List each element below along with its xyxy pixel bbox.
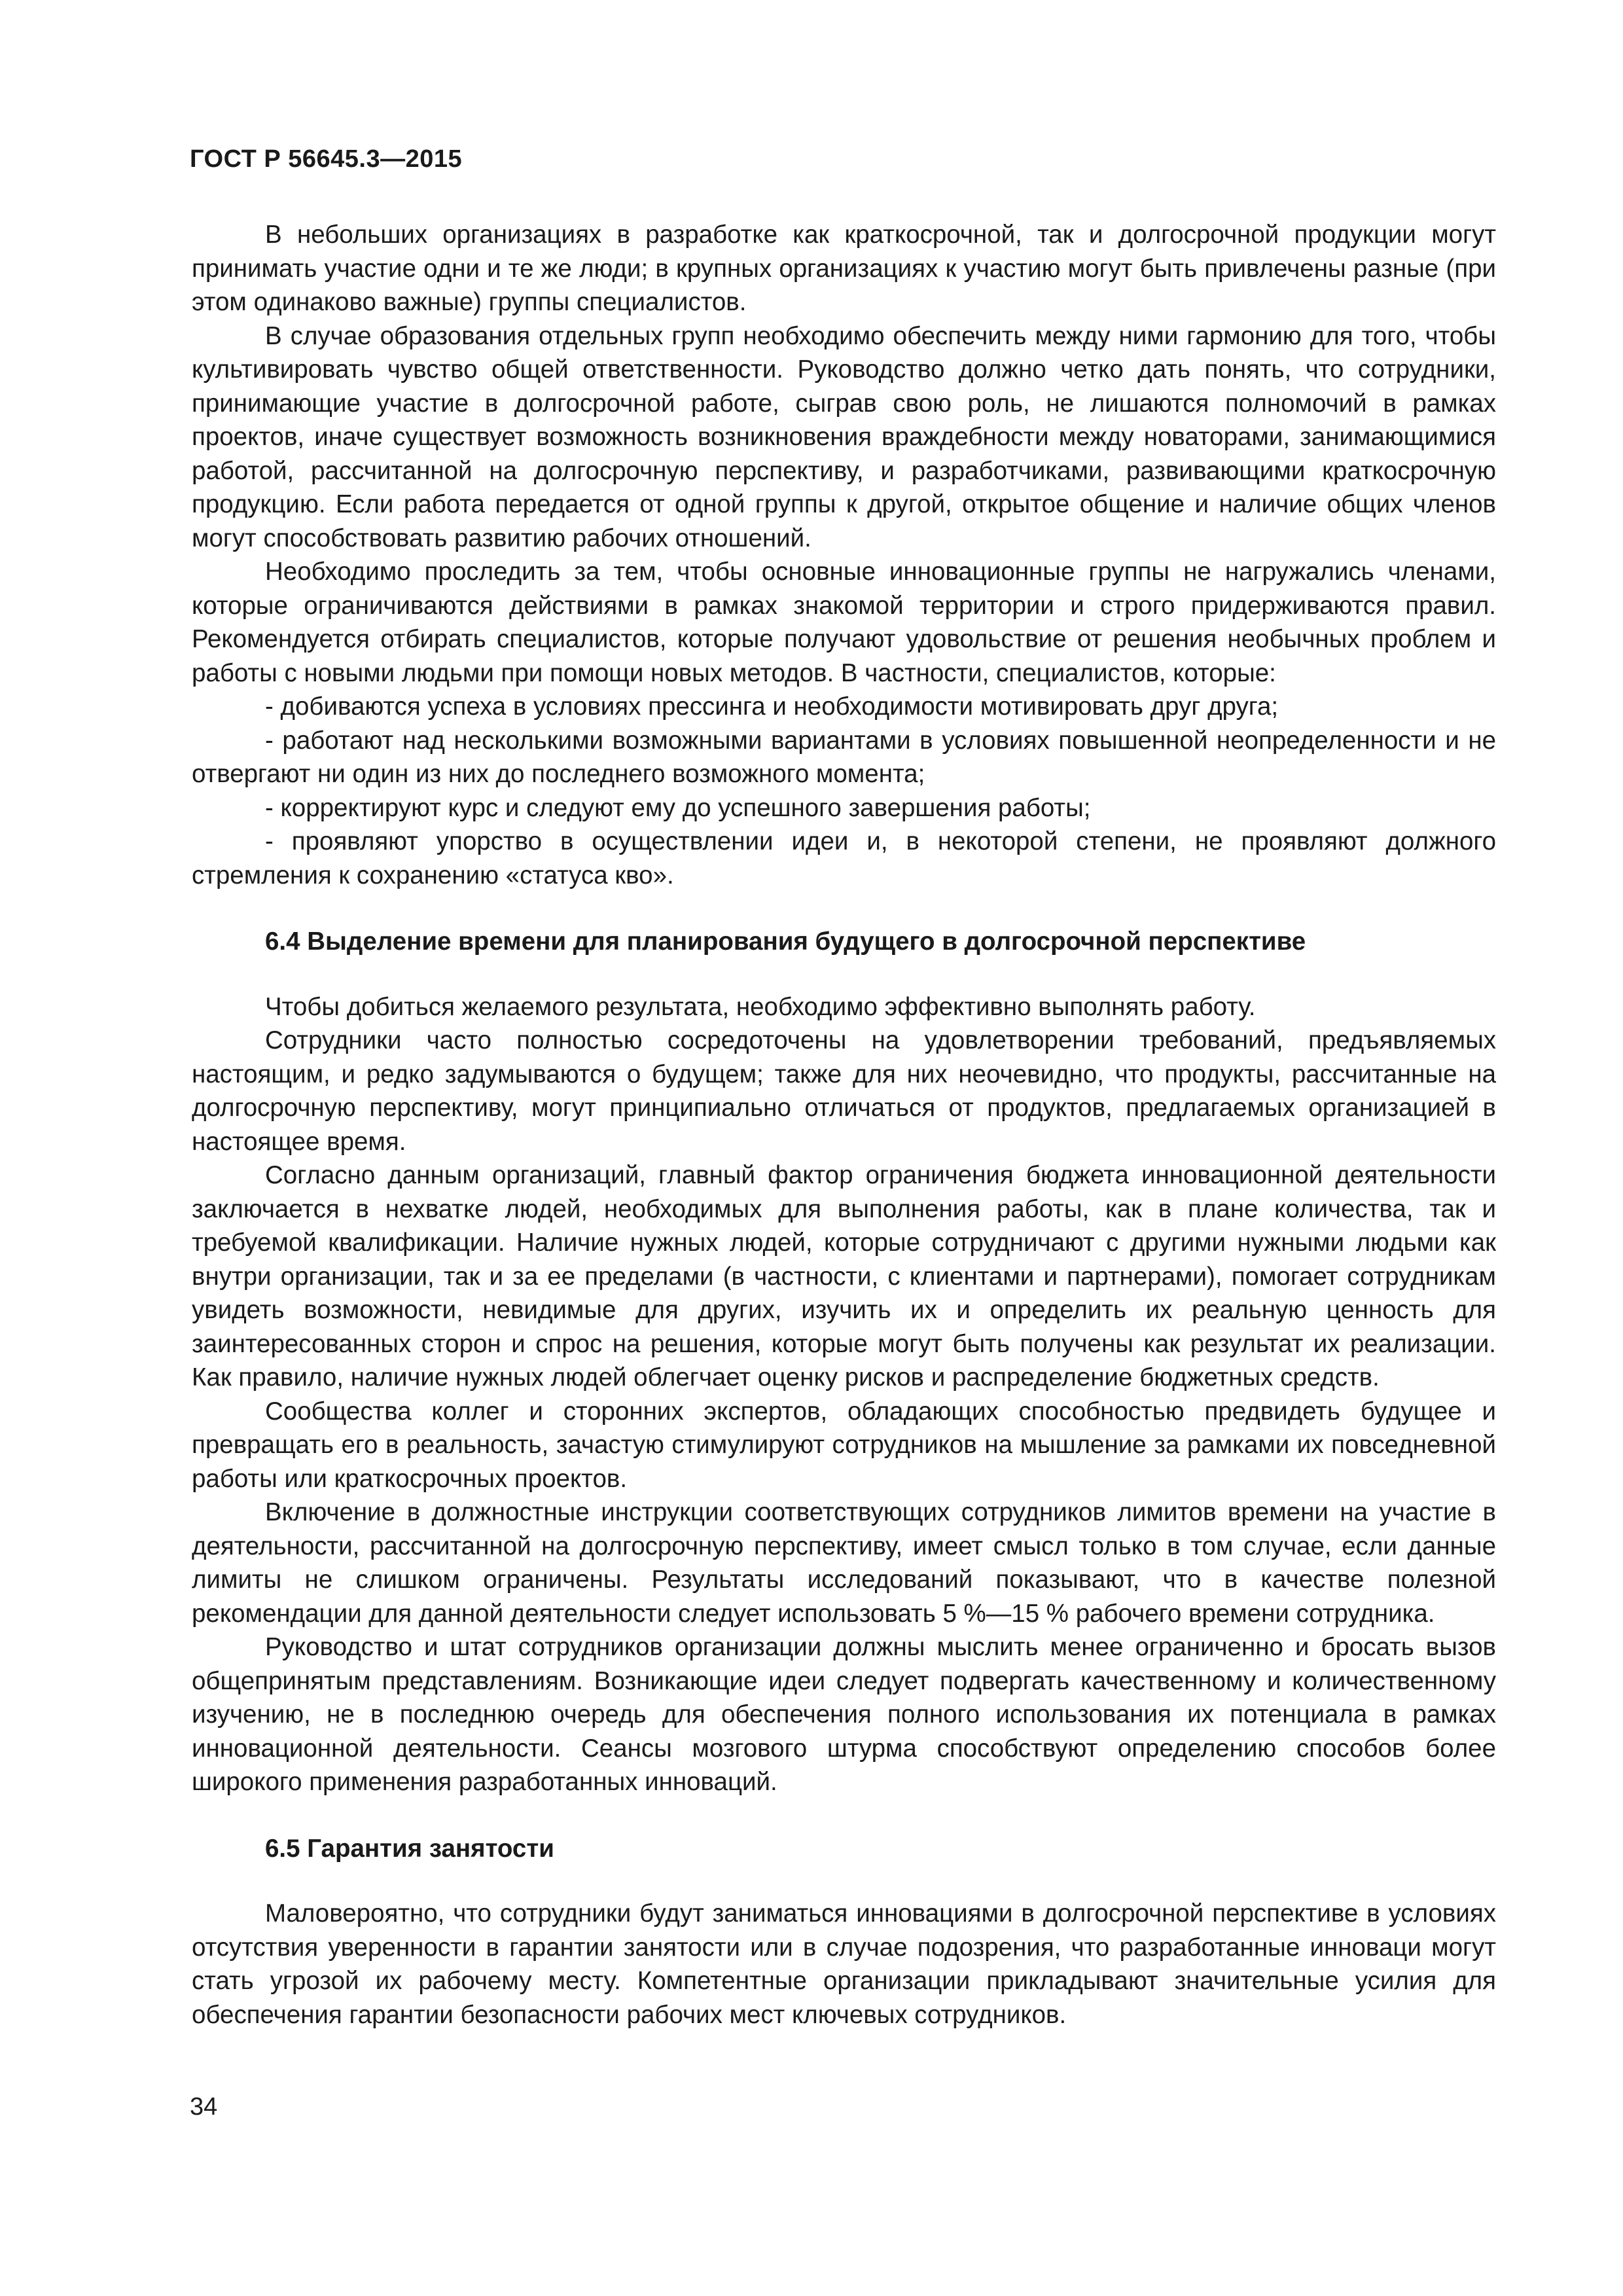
- paragraph: Сообщества коллег и сторонних экспертов, обладающих способностью предвидеть будущее и превращать его в реальность, зачастую стимулируют сотрудников на мышление за рамками их повседневной работы или краткосрочных проектов.: [192, 1397, 1496, 1493]
- page-number: 34: [190, 2093, 218, 2121]
- list-item: - корректируют курс и следуют ему до успешного завершения работы;: [265, 793, 1091, 822]
- paragraph: Необходимо проследить за тем, чтобы основные инновационные группы не нагружались членами, которые ограничиваются действиями в рамках знакомой территории и строго придерживаются правил. Рекомендуется отбирать специалистов, которые получают удовольствие от решения необычных проблем и работы с новыми людьми при помощи новых методов. В частности, специалистов, которые:: [192, 558, 1496, 687]
- section-heading-6-4: 6.4 Выделение времени для планирования будущего в долгосрочной перспективе: [265, 927, 1306, 956]
- paragraph: В небольших организациях в разработке как краткосрочной, так и долгосрочной продукции могут принимать участие одни и те же люди; в крупных организациях к участию могут быть привлечены разные (при этом одинаково важные) группы специалистов.: [192, 221, 1496, 316]
- paragraph: Включение в должностные инструкции соответствующих сотрудников лимитов времени на участие в деятельности, рассчитанной на долгосрочную перспективу, имеет смысл только в том случае, если данные лимиты не слишком ограничены. Результаты исследований показывают, что в качестве полезной рекомендации для данной деятельности следует использовать 5 %—15 % рабочего времени сотрудника.: [192, 1498, 1496, 1628]
- list-item: - проявляют упорство в осуществлении идеи и, в некоторой степени, не проявляют должного стремления к сохранению «статуса кво».: [192, 827, 1496, 889]
- standard-header: ГОСТ Р 56645.3—2015: [190, 145, 463, 173]
- page-body: [192, 218, 1496, 2032]
- list-item: - работают над несколькими возможными вариантами в условиях повышенной неопределенности и не отвергают ни один из них до последнего возможного момента;: [192, 726, 1496, 788]
- section-heading-6-5: 6.5 Гарантия занятости: [265, 1834, 554, 1863]
- paragraph: В случае образования отдельных групп необходимо обеспечить между ними гармонию для того, чтобы культивировать чувство общей ответственности. Руководство должно четко дать понять, что сотрудники, принимающие участие в долгосрочной работе, сыграв свою роль, не лишаются полномочий в рамках проектов, иначе существует возможность возникновения враждебности между новаторами, занимающимися работой, рассчитанной на долгосрочную перспективу, и разработчиками, развивающими краткосрочную продукцию. Если работа передается от одной группы к другой, открытое общение и наличие общих членов могут способствовать развитию рабочих отношений.: [192, 321, 1496, 552]
- paragraph: Маловероятно, что сотрудники будут заниматься инновациями в долгосрочной перспективе в условиях отсутствия уверенности в гарантии занятости или в случае подозрения, что разработанные инноваци могут стать угрозой их рабочему месту. Компетентные организации прикладывают значительные усилия для обеспечения гарантии безопасности рабочих мест ключевых сотрудников.: [192, 1899, 1496, 2029]
- paragraph: Руководство и штат сотрудников организации должны мыслить менее ограниченно и бросать вызов общепринятым представлениям. Возникающие идеи следует подвергать качественному и количественному изучению, не в последнюю очередь для обеспечения полного использования их потенциала в рамках инновационной деятельности. Сеансы мозгового штурма способствуют определению способов более широкого применения разработанных инноваций.: [192, 1633, 1496, 1796]
- paragraph: Чтобы добиться желаемого результата, необходимо эффективно выполнять работу.: [265, 992, 1256, 1021]
- paragraph: Сотрудники часто полностью сосредоточены на удовлетворении требований, предъявляемых настоящим, и редко задумываются о будущем; также для них неочевидно, что продукты, рассчитанные на долгосрочную перспективу, могут принципиально отличаться от продуктов, предлагаемых организацией в настоящее время.: [192, 1026, 1496, 1156]
- list-item: - добиваются успеха в условиях прессинга и необходимости мотивировать друг друга;: [265, 692, 1279, 721]
- paragraph: Согласно данным организаций, главный фактор ограничения бюджета инновационной деятельности заключается в нехватке людей, необходимых для выполнения работы, как в плане количества, так и требуемой квалификации. Наличие нужных людей, которые сотрудничают с другими нужными людьми как внутри организации, так и за ее пределами (в частности, с клиентами и партнерами), помогает сотрудникам увидеть возможности, невидимые для других, изучить их и определить их реальную ценность для заинтересованных сторон и спрос на решения, которые могут быть получены как результат их реализации. Как правило, наличие нужных людей облегчает оценку рисков и распределение бюджетных средств.: [192, 1161, 1496, 1391]
